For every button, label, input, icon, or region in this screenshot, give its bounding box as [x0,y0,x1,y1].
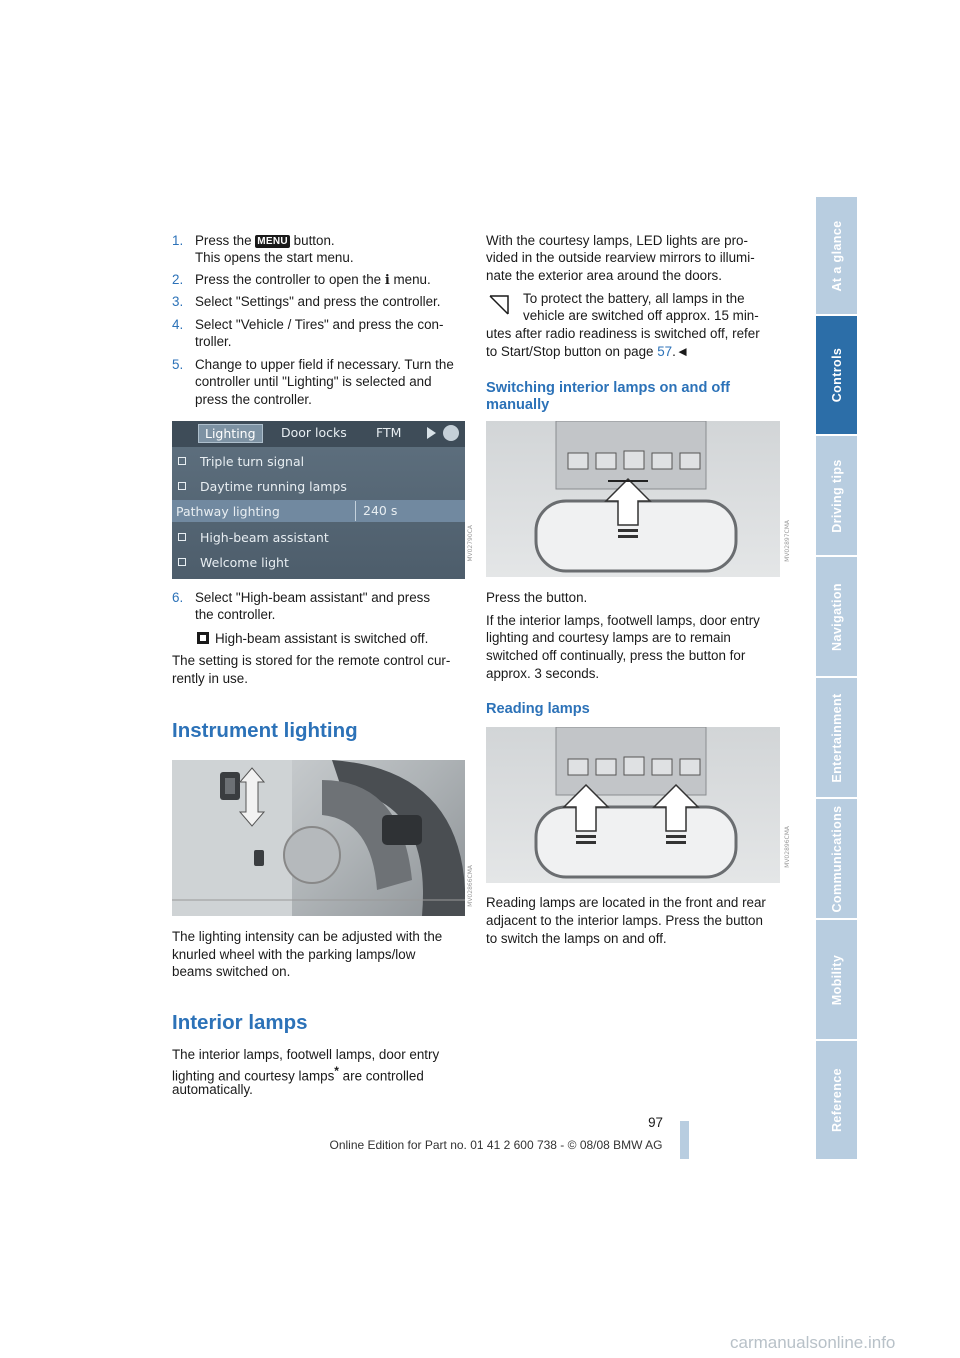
nav-tab-driving-tips[interactable]: Driving tips [816,436,857,556]
controller-icon [443,425,459,441]
dash-illustration [172,760,465,916]
press-button-text: Press the button. [486,590,588,605]
nav-tab-mobility[interactable]: Mobility [816,920,857,1040]
stored-text-1: The setting is stored for the remote control cur- [172,653,451,668]
menu-row: High-beam assistant [178,530,329,545]
reading-lamps-photo [486,727,780,883]
hold-text-1: If the interior lamps, footwell lamps, door entry [486,613,760,628]
image-code: MV02790CA [467,525,474,562]
checkbox-icon [178,558,186,566]
menu-row: Daytime running lamps [178,479,347,494]
step-3: 3. Select "Settings" and press the controller. [172,294,441,309]
note-triangle-icon [486,292,512,318]
footer-edition: Online Edition for Part no. 01 41 2 600 738 - © 08/08 BMW AG [329,1138,663,1152]
step-6: 6. Select "High-beam assistant" and press the controller. [172,590,431,623]
reading-text-3: to switch the lamps on and off. [486,931,667,946]
courtesy-text-3: nate the exterior area around the doors. [486,268,722,283]
tab-ftm: FTM [376,425,402,440]
hold-text-3: switched off continually, press the button for [486,648,746,663]
checkbox-icon [197,632,209,644]
courtesy-text-2: vided in the outside rearview mirrors to illumi- [486,250,755,265]
nav-tab-entertainment[interactable]: Entertainment [816,678,857,798]
tab-door-locks: Door locks [281,425,347,440]
step-4: 4. Select "Vehicle / Tires" and press the con- troller. [172,317,444,350]
note-text-2: vehicle are switched off approx. 15 min- [523,308,759,323]
menu-button-icon: MENU [257,236,288,247]
instrument-lighting-photo [172,760,465,916]
checkbox-icon [178,533,186,541]
pathway-value: 240 s [355,501,425,521]
heading-reading-lamps: Reading lamps [486,701,590,717]
reading-text-2: adjacent to the interior lamps. Press the button [486,913,763,928]
courtesy-text-1: With the courtesy lamps, LED lights are pro- [486,233,748,248]
nav-tab-at-a-glance[interactable]: At a glance [816,197,857,315]
menu-row: Pathway lighting [176,504,280,519]
heading-interior-lamps: Interior lamps [172,1011,308,1034]
instrument-text-3: beams switched on. [172,964,291,979]
nav-tab-controls[interactable]: Controls [816,316,857,435]
interior-text-1: The interior lamps, footwell lamps, door entry [172,1047,440,1062]
image-code: MV02896CMA [784,826,791,868]
hold-text-2: lighting and courtesy lamps are to remain [486,630,731,645]
mirror-illustration [486,421,780,577]
menu-row: Triple turn signal [178,454,304,469]
optional-equipment-star: * [334,1064,339,1078]
watermark: carmanualsonline.info [730,1333,896,1352]
image-code: MV02866CMA [467,865,474,907]
note-text-3: utes after radio readiness is switched off, refer [486,326,760,341]
note-text-4: to Start/Stop button on page 57.◄ [486,344,690,359]
nav-tab-communications[interactable]: Communications [816,799,857,919]
stored-text-2: rently in use. [172,671,248,686]
reading-text-1: Reading lamps are located in the front and rear [486,895,766,910]
nav-tab-navigation[interactable]: Navigation [816,557,857,677]
instrument-text-1: The lighting intensity can be adjusted with the [172,929,443,944]
page-number: 97 [648,1115,663,1130]
page-57-link[interactable]: 57 [657,344,673,359]
step-5: 5. Change to upper field if necessary. Turn the controller until "Lighting" is selected and press the controller. [172,357,454,407]
heading-switching-1: Switching interior lamps on and off [486,380,731,396]
heading-switching-2: manually [486,397,550,413]
interior-text-3: automatically. [172,1082,253,1097]
arrow-right-icon [427,427,436,439]
note-text-1: To protect the battery, all lamps in the [523,291,745,306]
lighting-menu-screenshot [172,421,465,579]
step-number: 1. [172,233,184,248]
checkbox-icon [178,457,186,465]
reading-lamps-illustration [486,727,780,883]
info-icon: i [384,273,390,288]
menu-row: Welcome light [178,555,289,570]
checkbox-note: High-beam assistant is switched off. [197,630,428,647]
image-code: MV02897CMA [784,520,791,562]
nav-tab-reference[interactable]: Reference [816,1041,857,1160]
interior-lamp-button-photo [486,421,780,577]
step-1: 1. Press the MENU button. This opens the start menu. [172,233,354,266]
chapter-nav [816,197,857,1160]
interior-text-2: lighting and courtesy lamps* are controlled [172,1064,424,1084]
hold-text-4: approx. 3 seconds. [486,666,600,681]
heading-instrument-lighting: Instrument lighting [172,719,358,742]
tab-lighting: Lighting [198,424,263,443]
checkbox-icon [178,482,186,490]
instrument-text-2: knurled wheel with the parking lamps/low [172,947,416,962]
step-2: 2. Press the controller to open the i menu. [172,272,431,288]
